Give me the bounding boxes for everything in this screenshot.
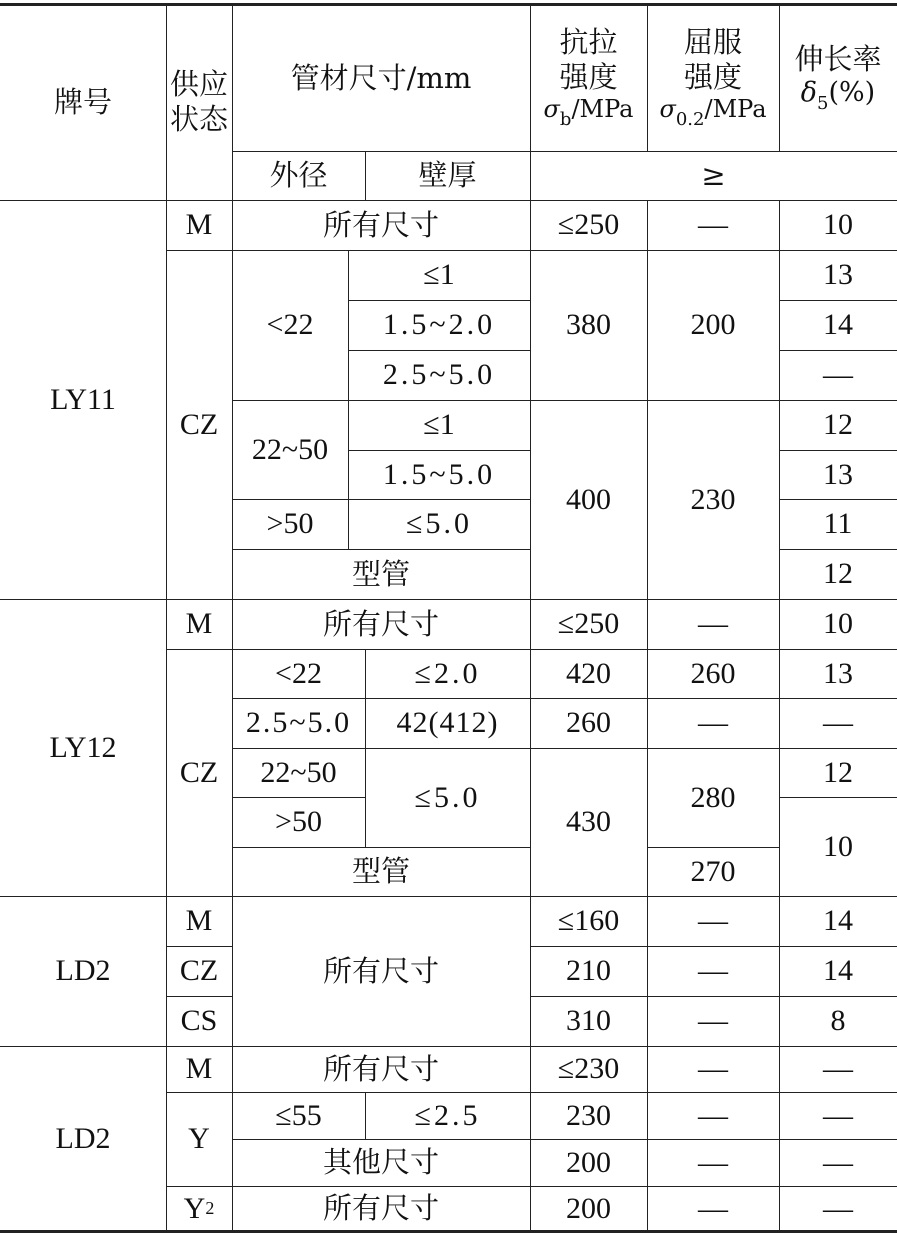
sub-b: b — [559, 109, 572, 130]
ly12-t1: 420 — [566, 656, 611, 690]
ld2b-y2-elong: — — [823, 1191, 853, 1225]
ly12-y1: 260 — [690, 656, 736, 690]
ly12-cz-state: CZ — [179, 755, 219, 789]
grade-ld2-a: LD2 — [55, 954, 111, 987]
ly12-od-gt50: >50 — [275, 805, 322, 838]
ld2b-m-yield: — — [698, 1052, 728, 1085]
ly11-profile: 型管 — [351, 556, 410, 591]
ly11-w3: 2.5~5.0 — [382, 358, 496, 391]
ld2a-cz-yield: — — [698, 954, 728, 987]
tensile-symbol — [544, 95, 634, 131]
ly12-y3: 280 — [690, 780, 736, 814]
ly11-w2: 1.5~2.0 — [382, 308, 496, 341]
ly12-od-lt22: <22 — [275, 656, 322, 690]
sub-5: 5 — [817, 92, 829, 114]
tensile-label: 抗拉强度 — [559, 25, 618, 95]
ly12-w3: ≤5.0 — [414, 780, 481, 814]
ly11-e1: 13 — [823, 258, 853, 291]
ly11-y2: 230 — [690, 482, 736, 516]
ly11-od-lt22: <22 — [266, 308, 314, 341]
ly11-m-size: 所有尺寸 — [322, 207, 439, 242]
ly12-e3: 12 — [823, 755, 853, 789]
ld2b-m-tensile: ≤230 — [557, 1052, 620, 1085]
ly12-w2: 42(412) — [396, 706, 499, 739]
ly11-e3: — — [823, 358, 853, 391]
header-tensile-strength — [530, 5, 647, 151]
ld2a-cs-elong: 8 — [830, 1004, 846, 1037]
header-yield-strength — [647, 5, 779, 151]
ly12-w1: ≤2.0 — [414, 656, 481, 690]
sigma-symbol: σ — [659, 95, 676, 123]
grade-ld2-b: LD2 — [55, 1121, 111, 1155]
ly12-m-tensile: ≤250 — [557, 607, 620, 640]
header-min: ≥ — [701, 158, 726, 193]
header-wall-thickness: 壁厚 — [418, 158, 477, 193]
ly12-y2: — — [698, 706, 728, 739]
ly11-w1: ≤1 — [423, 258, 455, 291]
header-elongation — [779, 5, 897, 151]
ly11-e7: 12 — [823, 557, 853, 590]
ld2b-y2-tensile: 200 — [566, 1191, 611, 1225]
sigma-symbol: σ — [543, 95, 560, 123]
ly12-y4: 270 — [690, 854, 736, 888]
ld2b-y-od: ≤55 — [275, 1098, 322, 1132]
ly11-e4: 12 — [823, 408, 853, 441]
ld2b-y-tensile2: 200 — [566, 1145, 611, 1179]
ly12-t2: 260 — [566, 706, 611, 739]
state-sub: 2 — [205, 1197, 215, 1218]
ld2a-m-yield: — — [698, 904, 728, 937]
ly12-e2: — — [823, 706, 853, 739]
ld2b-y2-yield: — — [698, 1191, 728, 1225]
ly12-od-r2: 2.5~5.0 — [245, 706, 352, 739]
ld2b-y-elong2: — — [823, 1145, 853, 1179]
ly11-t2: 400 — [566, 482, 611, 516]
ly11-m-tensile: ≤250 — [557, 208, 620, 241]
ld2a-m-state: M — [185, 904, 213, 937]
ly11-w4: ≤1 — [423, 408, 455, 441]
ly11-od-gt50: >50 — [266, 507, 314, 540]
ld2b-y-elong: — — [823, 1098, 853, 1132]
ld2b-y-state: Y — [188, 1122, 210, 1155]
ly11-m-yield: — — [698, 208, 728, 241]
ld2a-size: 所有尺寸 — [322, 953, 439, 988]
ld2a-cz-elong: 14 — [823, 954, 853, 987]
ly11-e2: 14 — [823, 308, 853, 341]
header-tube-size: 管材尺寸/mm — [290, 60, 472, 95]
ld2a-cs-state: CS — [180, 1004, 218, 1037]
ly11-e5: 13 — [823, 457, 853, 491]
ld2a-m-tensile: ≤160 — [557, 904, 620, 937]
unit: (%) — [828, 76, 876, 108]
ld2b-y2-state — [166, 1186, 232, 1231]
ly12-m-size: 所有尺寸 — [322, 606, 439, 641]
ld2a-cs-yield: — — [698, 1004, 728, 1037]
ly11-e6: 11 — [823, 507, 853, 540]
header-supply-state: 供应状态 — [169, 67, 228, 136]
header-grade: 牌号 — [53, 85, 112, 120]
ld2b-m-size: 所有尺寸 — [322, 1051, 439, 1086]
ld2b-y-yield2: — — [698, 1145, 728, 1179]
ld2a-m-elong: 14 — [823, 904, 853, 937]
ly12-m-state: M — [185, 607, 213, 640]
header-outer-diameter: 外径 — [269, 158, 328, 193]
grade-ly11: LY11 — [50, 382, 116, 416]
ly12-profile: 型管 — [351, 854, 410, 889]
ly12-e4: 10 — [823, 829, 853, 863]
ly11-t1: 380 — [566, 308, 611, 341]
grade-ly12: LY12 — [49, 730, 117, 764]
ld2b-y2-size: 所有尺寸 — [322, 1191, 439, 1226]
ly11-m-elong: 10 — [823, 208, 853, 241]
ld2b-m-state: M — [185, 1052, 213, 1085]
ly12-m-elong: 10 — [823, 607, 853, 640]
state-y: Y — [183, 1191, 206, 1225]
ld2b-m-elong: — — [823, 1052, 853, 1085]
ly11-y1: 200 — [690, 308, 736, 341]
delta-symbol: δ — [800, 76, 818, 108]
ly11-m-state: M — [185, 208, 213, 241]
ld2b-y-other: 其他尺寸 — [322, 1145, 439, 1180]
ld2b-y-w: ≤2.5 — [414, 1098, 481, 1132]
ly11-w5: 1.5~5.0 — [382, 457, 496, 491]
ld2a-cz-state: CZ — [179, 954, 219, 987]
elongation-symbol — [801, 77, 875, 115]
ld2a-cs-tensile: 310 — [566, 1004, 611, 1037]
ly12-t3: 430 — [566, 805, 611, 838]
ly11-w6: ≤5.0 — [406, 507, 472, 540]
ld2b-y-tensile: 230 — [566, 1098, 611, 1132]
ly11-cz-state: CZ — [179, 407, 219, 441]
ly12-e1: 13 — [823, 656, 853, 690]
ly12-m-yield: — — [698, 607, 728, 640]
unit: /MPa — [704, 95, 767, 123]
sub-02: 0.2 — [675, 109, 705, 130]
ld2b-y-yield: — — [698, 1098, 728, 1132]
ly11-od-22-50: 22~50 — [251, 432, 329, 466]
yield-symbol — [659, 95, 766, 131]
elongation-label: 伸长率 — [794, 41, 882, 76]
ld2a-cz-tensile: 210 — [566, 954, 611, 987]
unit: /MPa — [571, 95, 634, 123]
yield-label: 屈服强度 — [683, 25, 742, 95]
ly12-od-22-50: 22~50 — [260, 755, 337, 789]
